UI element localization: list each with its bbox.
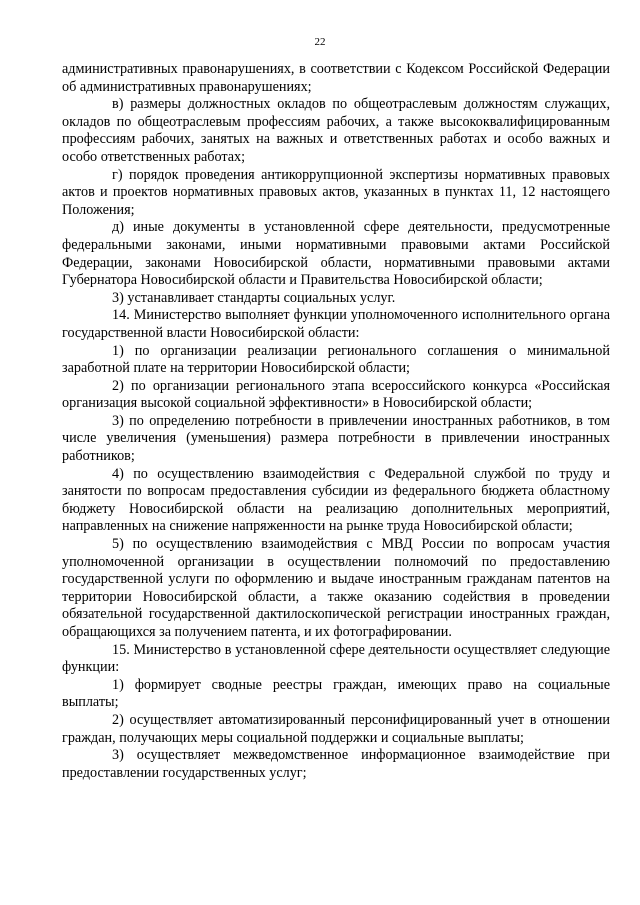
paragraph: д) иные документы в установленной сфере деятельности, предусмотренные федеральными законами, иными нормативными правовыми актами Российской Федерации, законами Новосибирской области, нормативными правовыми актами Губернатора Новосибирской области и Правительства Новосибирской области; [62, 219, 610, 289]
paragraph: 3) устанавливает стандарты социальных услуг. [112, 289, 396, 306]
paragraph: 1) по организации реализации регионального соглашения о минимальной заработной плате на территории Новосибирской области; [62, 342, 610, 377]
paragraph: 5) по осуществлению взаимодействия с МВД России по вопросам участия уполномоченной организации в осуществлении полномочий по предоставлению государственной услуги по оформлению и выдаче иностранным гражданам патентов на территории Новосибирской области, а также оказанию содействия в проведении обязательной государственной дактилоскопической регистрации иностранных граждан, обращающихся за получением патента, и их фотографировании. [62, 536, 610, 640]
paragraph: 2) по организации регионального этапа всероссийского конкурса «Российская организация высокой социальной эффективности» в Новосибирской области; [62, 377, 610, 412]
paragraph: г) порядок проведения антикоррупционной экспертизы нормативных правовых актов и проектов нормативных правовых актов, указанных в пунктах 11, 12 настоящего Положения; [62, 166, 610, 218]
paragraph: 1) формирует сводные реестры граждан, имеющих право на социальные выплаты; [62, 676, 610, 711]
paragraph: 4) по осуществлению взаимодействия с Федеральной службой по труду и занятости по вопросам предоставления субсидии из федерального бюджета областному бюджету Новосибирской области на реализацию дополнительных мероприятий, направленных на снижение напряженности на рынке труда Новосибирской области; [62, 465, 610, 535]
paragraph: 15. Министерство в установленной сфере деятельности осуществляет следующие функции: [62, 641, 610, 676]
document-body [62, 61, 610, 782]
paragraph: в) размеры должностных окладов по общеотраслевым должностям служащих, окладов по общеотраслевым профессиям рабочих, а также высококвалифицированным профессиям рабочих, занятых на важных и ответственных работах и особо важных и особо ответственных работах; [62, 96, 610, 165]
paragraph: 14. Министерство выполняет функции уполномоченного исполнительного органа государственной власти Новосибирской области: [62, 307, 610, 341]
paragraph: административных правонарушениях, в соответствии с Кодексом Российской Федерации об административных правонарушениях; [62, 61, 610, 95]
page-number: 22 [314, 36, 326, 48]
paragraph: 3) осуществляет межведомственное информационное взаимодействие при предоставлении государственных услуг; [62, 747, 610, 781]
paragraph: 2) осуществляет автоматизированный персонифицированный учет в отношении граждан, получающих меры социальной поддержки и социальные выплаты; [62, 711, 610, 746]
paragraph: 3) по определению потребности в привлечении иностранных работников, в том числе увеличения (уменьшения) размера потребности в привлечении иностранных работников; [62, 412, 610, 465]
